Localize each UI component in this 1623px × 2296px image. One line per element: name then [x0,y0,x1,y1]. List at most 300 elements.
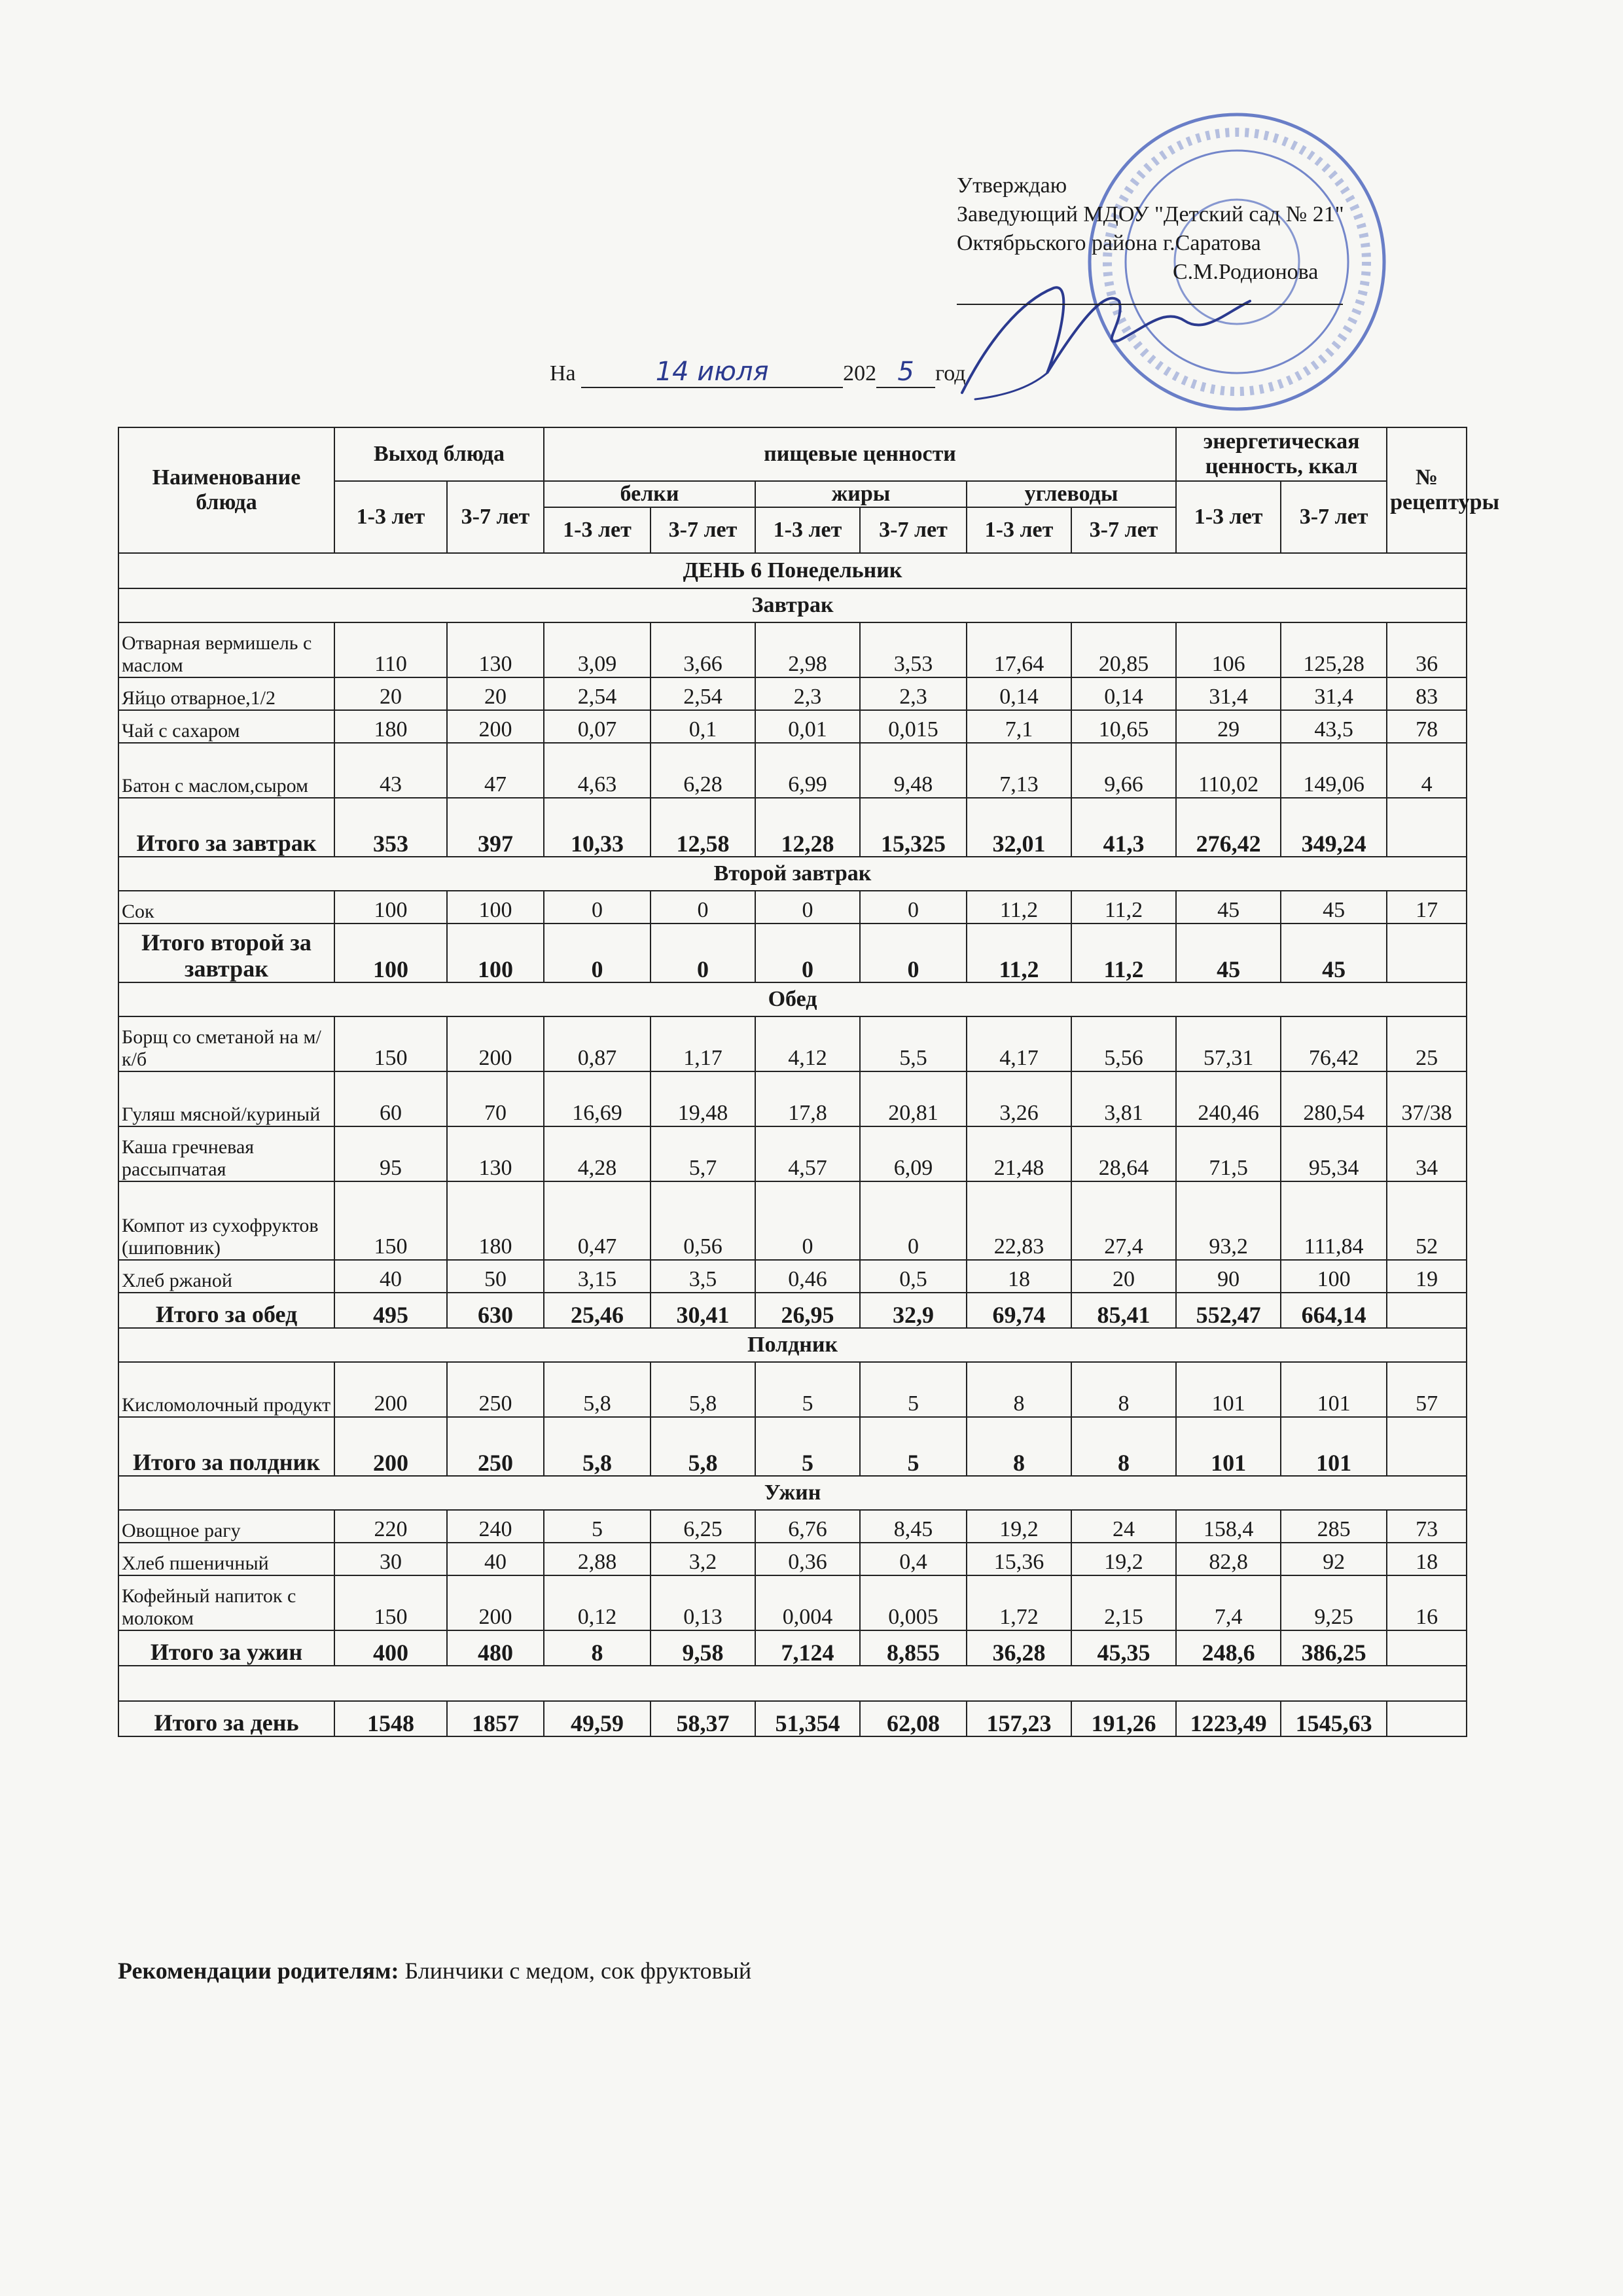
dish-value: 32,01 [967,798,1071,857]
dish-value: 0,56 [651,1181,755,1260]
dish-value: 11,2 [1071,924,1176,982]
dish-value: 400 [334,1630,447,1666]
dish-value: 3,26 [967,1071,1071,1126]
dish-value: 180 [447,1181,544,1260]
dish-value: 83 [1387,677,1467,710]
dish-value: 276,42 [1176,798,1281,857]
dish-value: 17,64 [967,622,1071,677]
dish-value: 150 [334,1575,447,1630]
dish-value: 95,34 [1281,1126,1387,1181]
dish-value: 20,81 [860,1071,967,1126]
dish-value: 0,1 [651,710,755,743]
dish-value: 45 [1281,924,1387,982]
dish-value: 5 [755,1362,860,1417]
dish-value: 0,14 [967,677,1071,710]
dish-name: Чай с сахаром [118,710,334,743]
dish-value: 49,59 [544,1701,651,1736]
dish-value: 1545,63 [1281,1701,1387,1736]
dish-value: 0,46 [755,1260,860,1293]
dish-value: 50 [447,1260,544,1293]
dish-name: Батон с маслом,сыром [118,743,334,798]
dish-value: 16 [1387,1575,1467,1630]
dish-value: 110 [334,622,447,677]
dish-value: 20 [334,677,447,710]
dish-value: 2,54 [544,677,651,710]
dish-value: 8 [967,1417,1071,1476]
meal-section-title: Завтрак [118,588,1467,622]
dish-value: 45 [1176,891,1281,924]
dish-value: 1857 [447,1701,544,1736]
dish-name: Итого за завтрак [118,798,334,857]
table-row [118,622,1467,677]
dish-name: Сок [118,891,334,924]
dish-value: 0,015 [860,710,967,743]
dish-value: 25,46 [544,1293,651,1328]
dish-value: 17,8 [755,1071,860,1126]
header-energy-age2: 3-7 лет [1281,481,1387,553]
dish-value: 78 [1387,710,1467,743]
dish-value: 9,48 [860,743,967,798]
dish-value: 100 [447,891,544,924]
dish-value: 73 [1387,1510,1467,1543]
dish-value: 57 [1387,1362,1467,1417]
date-year-prefix: 202 [843,361,877,386]
table-row [118,1071,1467,1126]
dish-value: 0,87 [544,1016,651,1071]
dish-value: 7,1 [967,710,1071,743]
dish-value: 15,36 [967,1543,1071,1575]
dish-value: 0 [755,1181,860,1260]
dish-name: Борщ со сметаной на м/к/б [118,1016,334,1071]
dish-value: 9,66 [1071,743,1176,798]
dish-value: 5,8 [544,1362,651,1417]
header-proteins-age1: 1-3 лет [544,507,651,553]
dish-value: 43,5 [1281,710,1387,743]
table-row [118,1543,1467,1575]
dish-value: 25 [1387,1016,1467,1071]
dish-value: 18 [967,1260,1071,1293]
dish-value: 100 [1281,1260,1387,1293]
dish-value: 110,02 [1176,743,1281,798]
dish-value: 40 [447,1543,544,1575]
dish-value: 92 [1281,1543,1387,1575]
dish-value: 2,54 [651,677,755,710]
dish-value: 149,06 [1281,743,1387,798]
dish-value: 220 [334,1510,447,1543]
dish-value: 3,09 [544,622,651,677]
spacer-row [118,1666,1467,1701]
header-output-age1: 1-3 лет [334,481,447,553]
dish-value: 191,26 [1071,1701,1176,1736]
dish-value: 20 [447,677,544,710]
dish-value: 0,12 [544,1575,651,1630]
dish-name: Итого за ужин [118,1630,334,1666]
dish-value: 0,47 [544,1181,651,1260]
dish-value: 5 [544,1510,651,1543]
spacer-cell [118,1666,1467,1701]
dish-value: 250 [447,1417,544,1476]
dish-value: 495 [334,1293,447,1328]
dish-value: 125,28 [1281,622,1387,677]
dish-value: 93,2 [1176,1181,1281,1260]
dish-value: 20 [1071,1260,1176,1293]
dish-value: 101 [1281,1417,1387,1476]
dish-value: 85,41 [1071,1293,1176,1328]
dish-value: 11,2 [967,891,1071,924]
dish-value: 0 [651,924,755,982]
table-row [118,891,1467,924]
dish-value [1387,1701,1467,1736]
recommendation-text: Блинчики с медом, сок фруктовый [404,1958,752,1984]
dish-value: 0,14 [1071,677,1176,710]
dish-value: 57,31 [1176,1016,1281,1071]
header-energy-age1: 1-3 лет [1176,481,1281,553]
header-output-age2: 3-7 лет [447,481,544,553]
menu-body [118,553,1467,1736]
dish-value: 101 [1176,1362,1281,1417]
dish-value: 17 [1387,891,1467,924]
dish-value: 2,3 [755,677,860,710]
approval-block [957,171,1454,305]
approval-district: Октябрьского района г.Саратова [957,231,1261,255]
dish-value: 45,35 [1071,1630,1176,1666]
day-title: ДЕНЬ 6 Понедельник [118,553,1467,588]
dish-value [1387,1293,1467,1328]
dish-value: 32,9 [860,1293,967,1328]
header-carbs-age1: 1-3 лет [967,507,1071,553]
dish-value: 5,5 [860,1016,967,1071]
dish-value: 0 [544,891,651,924]
dish-value: 6,28 [651,743,755,798]
meal-total-row [118,1293,1467,1328]
dish-value: 0 [651,891,755,924]
dish-value: 240 [447,1510,544,1543]
dish-value: 106 [1176,622,1281,677]
table-row [118,1510,1467,1543]
meal-section-row [118,1476,1467,1510]
date-suffix: год [935,361,966,386]
dish-value: 16,69 [544,1071,651,1126]
dish-value: 76,42 [1281,1016,1387,1071]
dish-value: 0,005 [860,1575,967,1630]
dish-value: 34 [1387,1126,1467,1181]
table-row [118,1362,1467,1417]
header-output: Выход блюда [334,427,544,481]
dish-value: 0 [544,924,651,982]
dish-value: 200 [334,1417,447,1476]
dish-value: 12,58 [651,798,755,857]
date-day-month: 14 июля [655,357,769,387]
dish-value: 62,08 [860,1701,967,1736]
dish-value: 30 [334,1543,447,1575]
dish-value: 90 [1176,1260,1281,1293]
dish-value: 8 [544,1630,651,1666]
dish-value [1387,798,1467,857]
dish-value: 397 [447,798,544,857]
dish-value: 3,2 [651,1543,755,1575]
dish-value [1387,924,1467,982]
dish-value: 248,6 [1176,1630,1281,1666]
table-row [118,1260,1467,1293]
dish-value: 8,45 [860,1510,967,1543]
dish-value: 130 [447,622,544,677]
dish-value: 0 [860,1181,967,1260]
dish-value: 3,5 [651,1260,755,1293]
menu-date [550,357,966,388]
dish-value: 8 [1071,1362,1176,1417]
dish-value: 27,4 [1071,1181,1176,1260]
dish-value: 70 [447,1071,544,1126]
dish-name: Итого за обед [118,1293,334,1328]
dish-value: 480 [447,1630,544,1666]
dish-value [1387,1417,1467,1476]
dish-value: 250 [447,1362,544,1417]
dish-name: Овощное рагу [118,1510,334,1543]
dish-value: 5 [755,1417,860,1476]
dish-name: Кисломолочный продукт [118,1362,334,1417]
meal-total-row [118,924,1467,982]
dish-value: 2,15 [1071,1575,1176,1630]
dish-value: 12,28 [755,798,860,857]
dish-value: 157,23 [967,1701,1071,1736]
dish-value: 3,15 [544,1260,651,1293]
dish-value: 7,13 [967,743,1071,798]
table-row [118,710,1467,743]
dish-value: 2,98 [755,622,860,677]
dish-value: 0,4 [860,1543,967,1575]
dish-value [1387,1630,1467,1666]
dish-value: 10,33 [544,798,651,857]
dish-value: 4,63 [544,743,651,798]
header-dish-name: Наименование блюда [118,427,334,553]
dish-value: 353 [334,798,447,857]
dish-value: 5 [860,1362,967,1417]
dish-value: 0 [755,891,860,924]
dish-name: Итого второй за завтрак [118,924,334,982]
dish-value: 11,2 [967,924,1071,982]
date-year-digit: 5 [897,357,914,387]
dish-value: 100 [334,924,447,982]
header-carbs: углеводы [967,481,1176,507]
dish-value: 1223,49 [1176,1701,1281,1736]
dish-value: 240,46 [1176,1071,1281,1126]
table-row [118,1181,1467,1260]
dish-value: 0 [860,924,967,982]
day-total-row [118,1701,1467,1736]
dish-value: 3,53 [860,622,967,677]
dish-value: 9,25 [1281,1575,1387,1630]
header-fats-age2: 3-7 лет [860,507,967,553]
dish-value: 158,4 [1176,1510,1281,1543]
dish-value: 2,3 [860,677,967,710]
dish-value: 36,28 [967,1630,1071,1666]
signature-line [957,287,1343,305]
dish-name: Хлеб ржаной [118,1260,334,1293]
dish-value: 36 [1387,622,1467,677]
dish-value: 8 [1071,1417,1176,1476]
meal-section-row [118,982,1467,1016]
dish-value: 7,124 [755,1630,860,1666]
dish-value: 130 [447,1126,544,1181]
dish-value: 5,8 [651,1362,755,1417]
recommendation [118,1957,751,1984]
header-proteins-age2: 3-7 лет [651,507,755,553]
dish-value: 5,8 [544,1417,651,1476]
dish-name: Итого за полдник [118,1417,334,1476]
dish-value: 1,72 [967,1575,1071,1630]
dish-name: Итого за день [118,1701,334,1736]
dish-value: 43 [334,743,447,798]
table-row [118,1016,1467,1071]
dish-value: 45 [1176,924,1281,982]
dish-name: Компот из сухофруктов (шиповник) [118,1181,334,1260]
dish-value: 6,09 [860,1126,967,1181]
dish-value: 0 [755,924,860,982]
header-carbs-age2: 3-7 лет [1071,507,1176,553]
recommendation-label: Рекомендации родителям: [118,1958,399,1984]
dish-value: 29 [1176,710,1281,743]
dish-value: 200 [447,1575,544,1630]
dish-value: 8,855 [860,1630,967,1666]
table-row [118,1126,1467,1181]
dish-value: 0,07 [544,710,651,743]
date-year-blank [876,357,935,388]
meal-section-title: Второй завтрак [118,857,1467,891]
dish-value: 31,4 [1176,677,1281,710]
dish-value: 100 [447,924,544,982]
dish-value: 0,13 [651,1575,755,1630]
dish-value: 664,14 [1281,1293,1387,1328]
meal-section-row [118,857,1467,891]
header-proteins: белки [544,481,755,507]
dish-value: 0,36 [755,1543,860,1575]
dish-value: 150 [334,1181,447,1260]
dish-value: 47 [447,743,544,798]
dish-name: Гуляш мясной/куриный [118,1071,334,1126]
dish-value: 4,17 [967,1016,1071,1071]
dish-value: 31,4 [1281,677,1387,710]
header-energy: энергетическая ценность, ккал [1176,427,1387,481]
dish-value: 19 [1387,1260,1467,1293]
meal-total-row [118,1630,1467,1666]
dish-value: 58,37 [651,1701,755,1736]
dish-value: 4,28 [544,1126,651,1181]
dish-value: 101 [1176,1417,1281,1476]
dish-value: 150 [334,1016,447,1071]
dish-value: 2,88 [544,1543,651,1575]
dish-value: 26,95 [755,1293,860,1328]
meal-total-row [118,798,1467,857]
dish-value: 552,47 [1176,1293,1281,1328]
dish-value: 6,99 [755,743,860,798]
dish-value: 19,48 [651,1071,755,1126]
dish-value: 7,4 [1176,1575,1281,1630]
dish-value: 5,8 [651,1417,755,1476]
meal-section-title: Обед [118,982,1467,1016]
dish-value: 71,5 [1176,1126,1281,1181]
dish-value: 51,354 [755,1701,860,1736]
dish-value: 0,01 [755,710,860,743]
dish-value: 630 [447,1293,544,1328]
approval-position: Заведующий МДОУ "Детский сад № 21" [957,202,1344,226]
dish-value: 41,3 [1071,798,1176,857]
dish-value: 200 [334,1362,447,1417]
meal-section-row [118,588,1467,622]
approval-signatory: С.М.Родионова [1173,260,1319,284]
header-fats: жиры [755,481,967,507]
dish-value: 4,57 [755,1126,860,1181]
dish-value: 10,65 [1071,710,1176,743]
dish-value: 19,2 [967,1510,1071,1543]
dish-value: 1548 [334,1701,447,1736]
dish-value: 0,004 [755,1575,860,1630]
dish-value: 5,56 [1071,1016,1176,1071]
dish-value: 21,48 [967,1126,1071,1181]
dish-value: 20,85 [1071,622,1176,677]
date-prefix: На [550,361,576,386]
dish-value: 101 [1281,1362,1387,1417]
dish-value: 30,41 [651,1293,755,1328]
dish-value: 82,8 [1176,1543,1281,1575]
dish-value: 19,2 [1071,1543,1176,1575]
dish-value: 180 [334,710,447,743]
dish-value: 280,54 [1281,1071,1387,1126]
dish-value: 0,5 [860,1260,967,1293]
dish-value: 285 [1281,1510,1387,1543]
dish-name: Отварная вермишель с маслом [118,622,334,677]
dish-value: 349,24 [1281,798,1387,857]
dish-value: 4,12 [755,1016,860,1071]
dish-value: 200 [447,710,544,743]
dish-value: 3,81 [1071,1071,1176,1126]
meal-section-title: Ужин [118,1476,1467,1510]
dish-name: Каша гречневая рассыпчатая [118,1126,334,1181]
dish-value: 9,58 [651,1630,755,1666]
menu-table [118,427,1500,1737]
header-nutrition: пищевые ценности [544,427,1176,481]
header-fats-age1: 1-3 лет [755,507,860,553]
meal-section-title: Полдник [118,1328,1467,1362]
dish-name: Хлеб пшеничный [118,1543,334,1575]
dish-value: 0 [860,891,967,924]
table-row [118,1575,1467,1630]
dish-value: 95 [334,1126,447,1181]
dish-value: 6,76 [755,1510,860,1543]
dish-value: 200 [447,1016,544,1071]
header-recipe: № рецептуры [1387,427,1467,553]
table-row [118,677,1467,710]
table-row [118,743,1467,798]
dish-value: 28,64 [1071,1126,1176,1181]
dish-value: 22,83 [967,1181,1071,1260]
dish-value: 111,84 [1281,1181,1387,1260]
dish-name: Кофейный напиток с молоком [118,1575,334,1630]
dish-value: 60 [334,1071,447,1126]
meal-section-row [118,1328,1467,1362]
dish-value: 24 [1071,1510,1176,1543]
dish-value: 40 [334,1260,447,1293]
dish-value: 18 [1387,1543,1467,1575]
dish-value: 45 [1281,891,1387,924]
dish-value: 100 [334,891,447,924]
dish-value: 5 [860,1417,967,1476]
dish-value: 4 [1387,743,1467,798]
approval-title: Утверждаю [957,173,1067,198]
dish-value: 5,7 [651,1126,755,1181]
dish-value: 1,17 [651,1016,755,1071]
dish-value: 3,66 [651,622,755,677]
dish-value: 15,325 [860,798,967,857]
